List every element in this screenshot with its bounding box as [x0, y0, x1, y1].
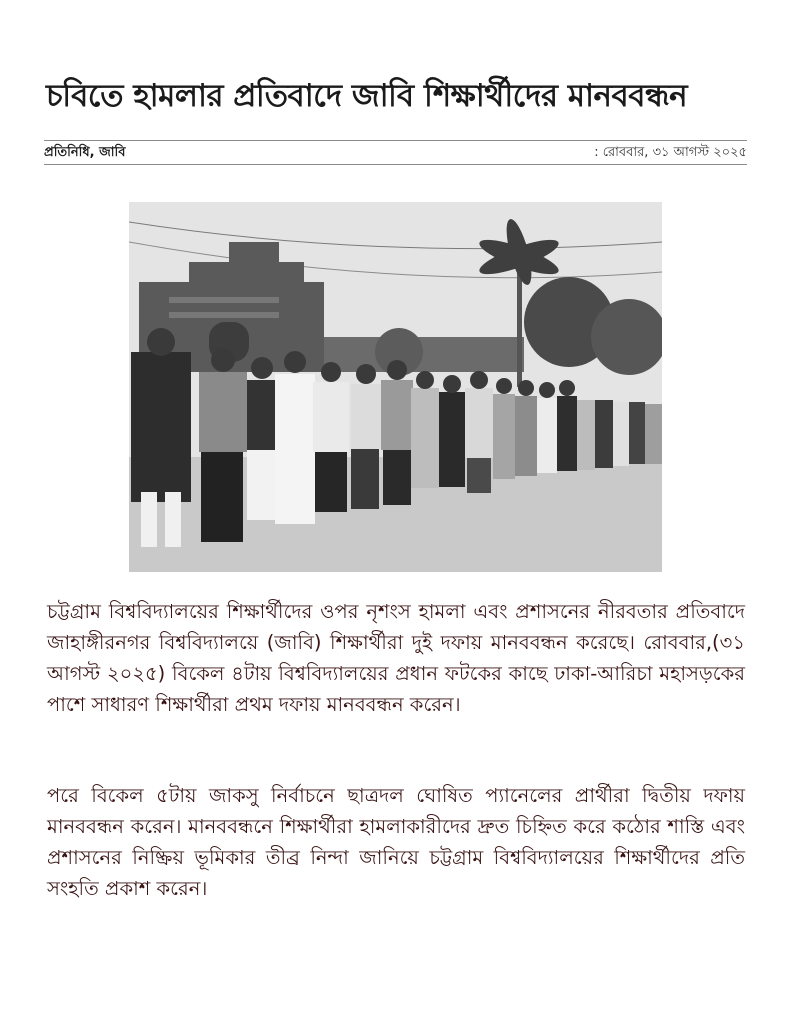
photo-human-chain [129, 202, 662, 572]
publish-date: : রোববার, ৩১ আগস্ট ২০২৫ [594, 145, 747, 160]
byline: প্রতিনিধি, জাবি [44, 145, 126, 160]
article-photo [129, 202, 662, 572]
article-paragraph-1: চট্টগ্রাম বিশ্ববিদ্যালয়ের শিক্ষার্থীদের ওপর নৃশংস হামলা এবং প্রশাসনের নীরবতার প্রতিবাদে জাহাঙ্গীরনগর বিশ্ববিদ্যালয়ে (জাবি) শিক্ষার্থীরা দুই দফায় মানববন্ধন করেছে। রোববার,(৩১ আগস্ট ২০২৫) বিকেল ৪টায় বিশ্ববিদ্যালয়ের প্রধান ফটকের কাছে ঢাকা-আরিচা মহাসড়কের পাশে সাধারণ শিক্ষার্থীরা প্রথম দফায় মানববন্ধন করেন। [47, 600, 745, 716]
article-headline: চবিতে হামলার প্রতিবাদে জাবি শিক্ষার্থীদের মানববন্ধন [46, 78, 688, 114]
bottom-divider [44, 164, 747, 165]
top-divider [44, 140, 747, 141]
article-paragraph-2: পরে বিকেল ৫টায় জাকসু নির্বাচনে ছাত্রদল ঘোষিত প্যানেলের প্রার্থীরা দ্বিতীয় দফায় মানববন্ধন করেন। মানববন্ধনে শিক্ষার্থীরা হামলাকারীদের দ্রুত চিহ্নিত করে কঠোর শাস্তি এবং প্রশাসনের নিষ্ক্রিয় ভূমিকার তীব্র নিন্দা জানিয়ে চট্টগ্রাম বিশ্ববিদ্যালয়ের শিক্ষার্থীদের প্রতি সংহতি প্রকাশ করেন। [47, 784, 745, 900]
byline-row [44, 143, 747, 163]
